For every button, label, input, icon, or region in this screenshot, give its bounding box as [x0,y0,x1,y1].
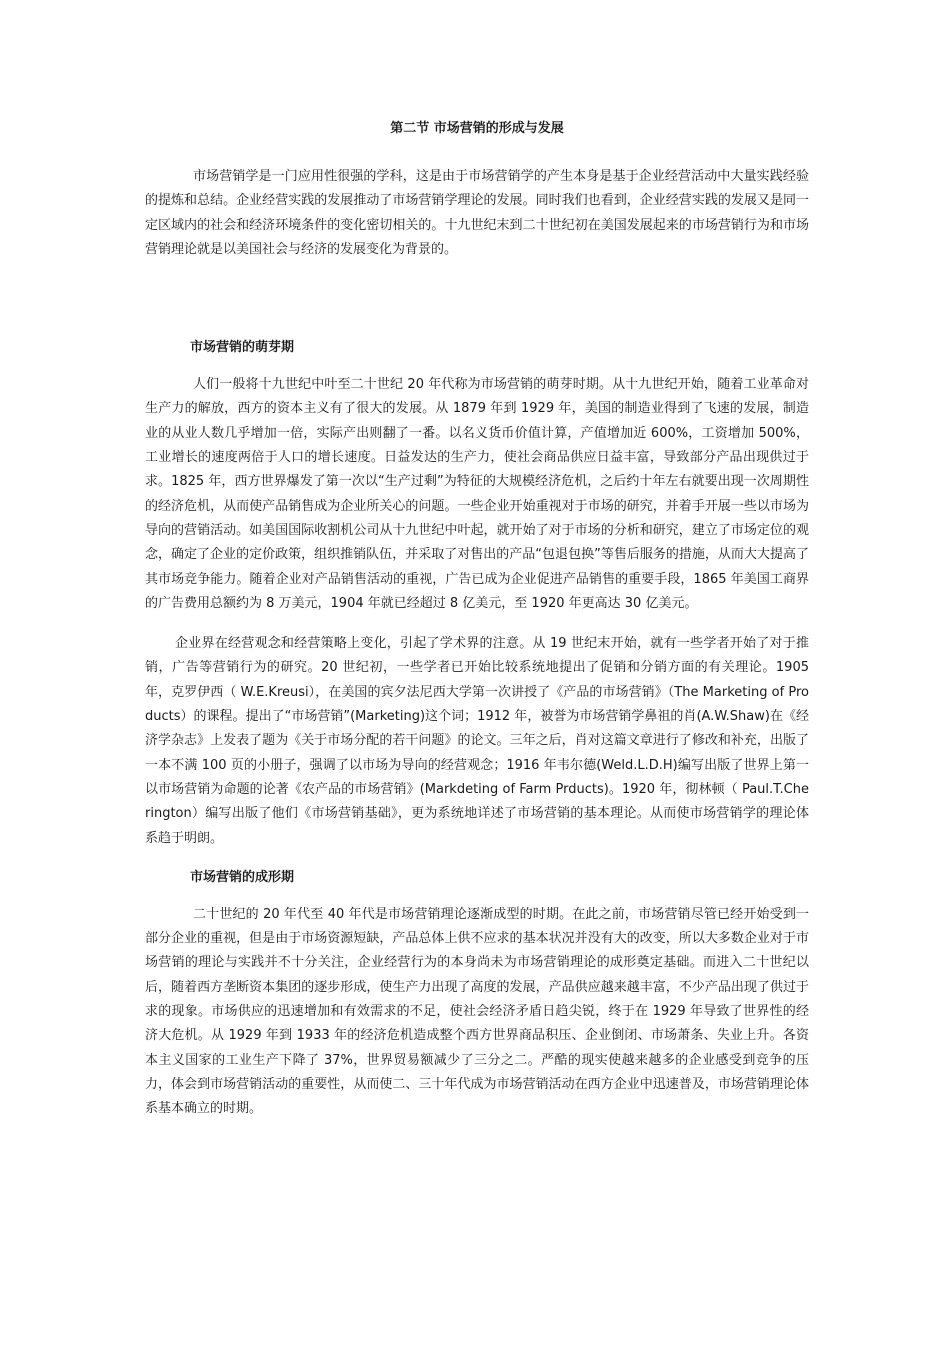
heading-formation-period: 市场营销的成形期 [190,869,295,885]
budding-paragraph-2: 企业界在经营观念和经营策略上变化，引起了学术界的注意。从 19 世纪末开始，就有一些学者开始了对于推销，广告等营销行为的研究。20 世纪初，一些学者已开始比较系统地提出了促销和分销方面的有关理论。1905 年，克罗伊西（ W.E.Kreusi），在美国的宾夕法尼西大学第一次讲授了《产品的市场营销》（The Marketing of Products）的课程。提出了“市场营销”(Marketing)这个词；1912 年，被誉为市场营销学鼻祖的肖(A.W.Shaw)在《经济学杂志》上发表了题为《关于市场分配的若干问题》的论文。三年之后，肖对这篇文章进行了修改和补充，出版了一本不满 100 页的小册子，强调了以市场为导向的经营观念；1916 年韦尔德(Weld.L.D.H)编写出版了世界上第一以市场营销为命题的论著《农产品的市场营销》(Markdeting of Farm Prducts)。1920 年，彻林顿（ Paul.T.Cherington）编写出版了他们《市场营销基础》，更为系统地详述了市场营销的基本理论。从而使市场营销学的理论体系趋于明朗。 [145,636,809,846]
intro-paragraph: 市场营销学是一门应用性很强的学科，这是由于市场营销学的产生本身是基于企业经营活动中大量实践经验的提炼和总结。企业经营实践的发展推动了市场营销学理论的发展。同时我们也看到，企业经营实践的发展又是同一定区域内的社会和经济环境条件的变化密切相关的。十九世纪末到二十世纪初在美国发展起来的市场营销行为和市场营销理论就是以美国社会与经济的发展变化为背景的。 [145,169,809,257]
section-title: 第二节 市场营销的形成与发展 [390,121,564,136]
budding-paragraph-1: 人们一般将十九世纪中叶至二十世纪 20 年代称为市场营销的萌芽时期。从十九世纪开始，随着工业革命对生产力的解放，西方的资本主义有了很大的发展。从 1879 年到 1929 年，美国的制造业得到了飞速的发展，制造业的从业人数几乎增加一倍，实际产出则翻了一番。以名义货币价值计算，产值增加近 600%，工资增加 500%，工业增长的速度两倍于人口的增长速度。日益发达的生产力，使社会商品供应日益丰富，导致部分产品出现供过于求。1825 年，西方世界爆发了第一次以“生产过剩”为特征的大规模经济危机，之后约十年左右就要出现一次周期性的经济危机，从而使产品销售成为企业所关心的问题。一些企业开始重视对于市场的研究，并着手开展一些以市场为导向的营销活动。如美国国际收割机公司从十九世纪中叶起，就开始了对于市场的分析和研究，建立了市场定位的观念，确定了企业的定价政策，组织推销队伍，并采取了对售出的产品“包退包换”等售后服务的措施，从而大大提高了其市场竞争能力。随着企业对产品销售活动的重视，广告已成为企业促进产品销售的重要手段，1865 年美国工商界的广告费用总额约为 8 万美元，1904 年就已经超过 8 亿美元，至 1920 年更高达 30 亿美元。 [145,377,809,611]
document-page [145,118,809,1122]
formation-paragraph-1: 二十世纪的 20 年代至 40 年代是市场营销理论逐渐成型的时期。在此之前，市场营销尽管已经开始受到一部分企业的重视，但是由于市场资源短缺，产品总体上供不应求的基本状况并没有大的改变，所以大多数企业对于市场营销的理论与实践并不十分关注，企业经营行为的本身尚未为市场营销理论的成形奠定基础。而进入二十世纪以后，随着西方垄断资本集团的逐步形成，使生产力出现了高度的发展，产品供应越来越丰富，不少产品出现了供过于求的现象。市场供应的迅速增加和有效需求的不足，使社会经济矛盾日趋尖锐，终于在 1929 年导致了世界性的经济大危机。从 1929 年到 1933 年的经济危机造成整个西方世界商品积压、企业倒闭、市场萧条、失业上升。各资本主义国家的工业生产下降了 37%，世界贸易额减少了三分之二。严酷的现实使越来越多的企业感受到竞争的压力，体会到市场营销活动的重要性，从而使二、三十年代成为市场营销活动在西方企业中迅速普及，市场营销理论体系基本确立的时期。 [145,906,809,1117]
heading-budding-period: 市场营销的萌芽期 [190,340,295,356]
